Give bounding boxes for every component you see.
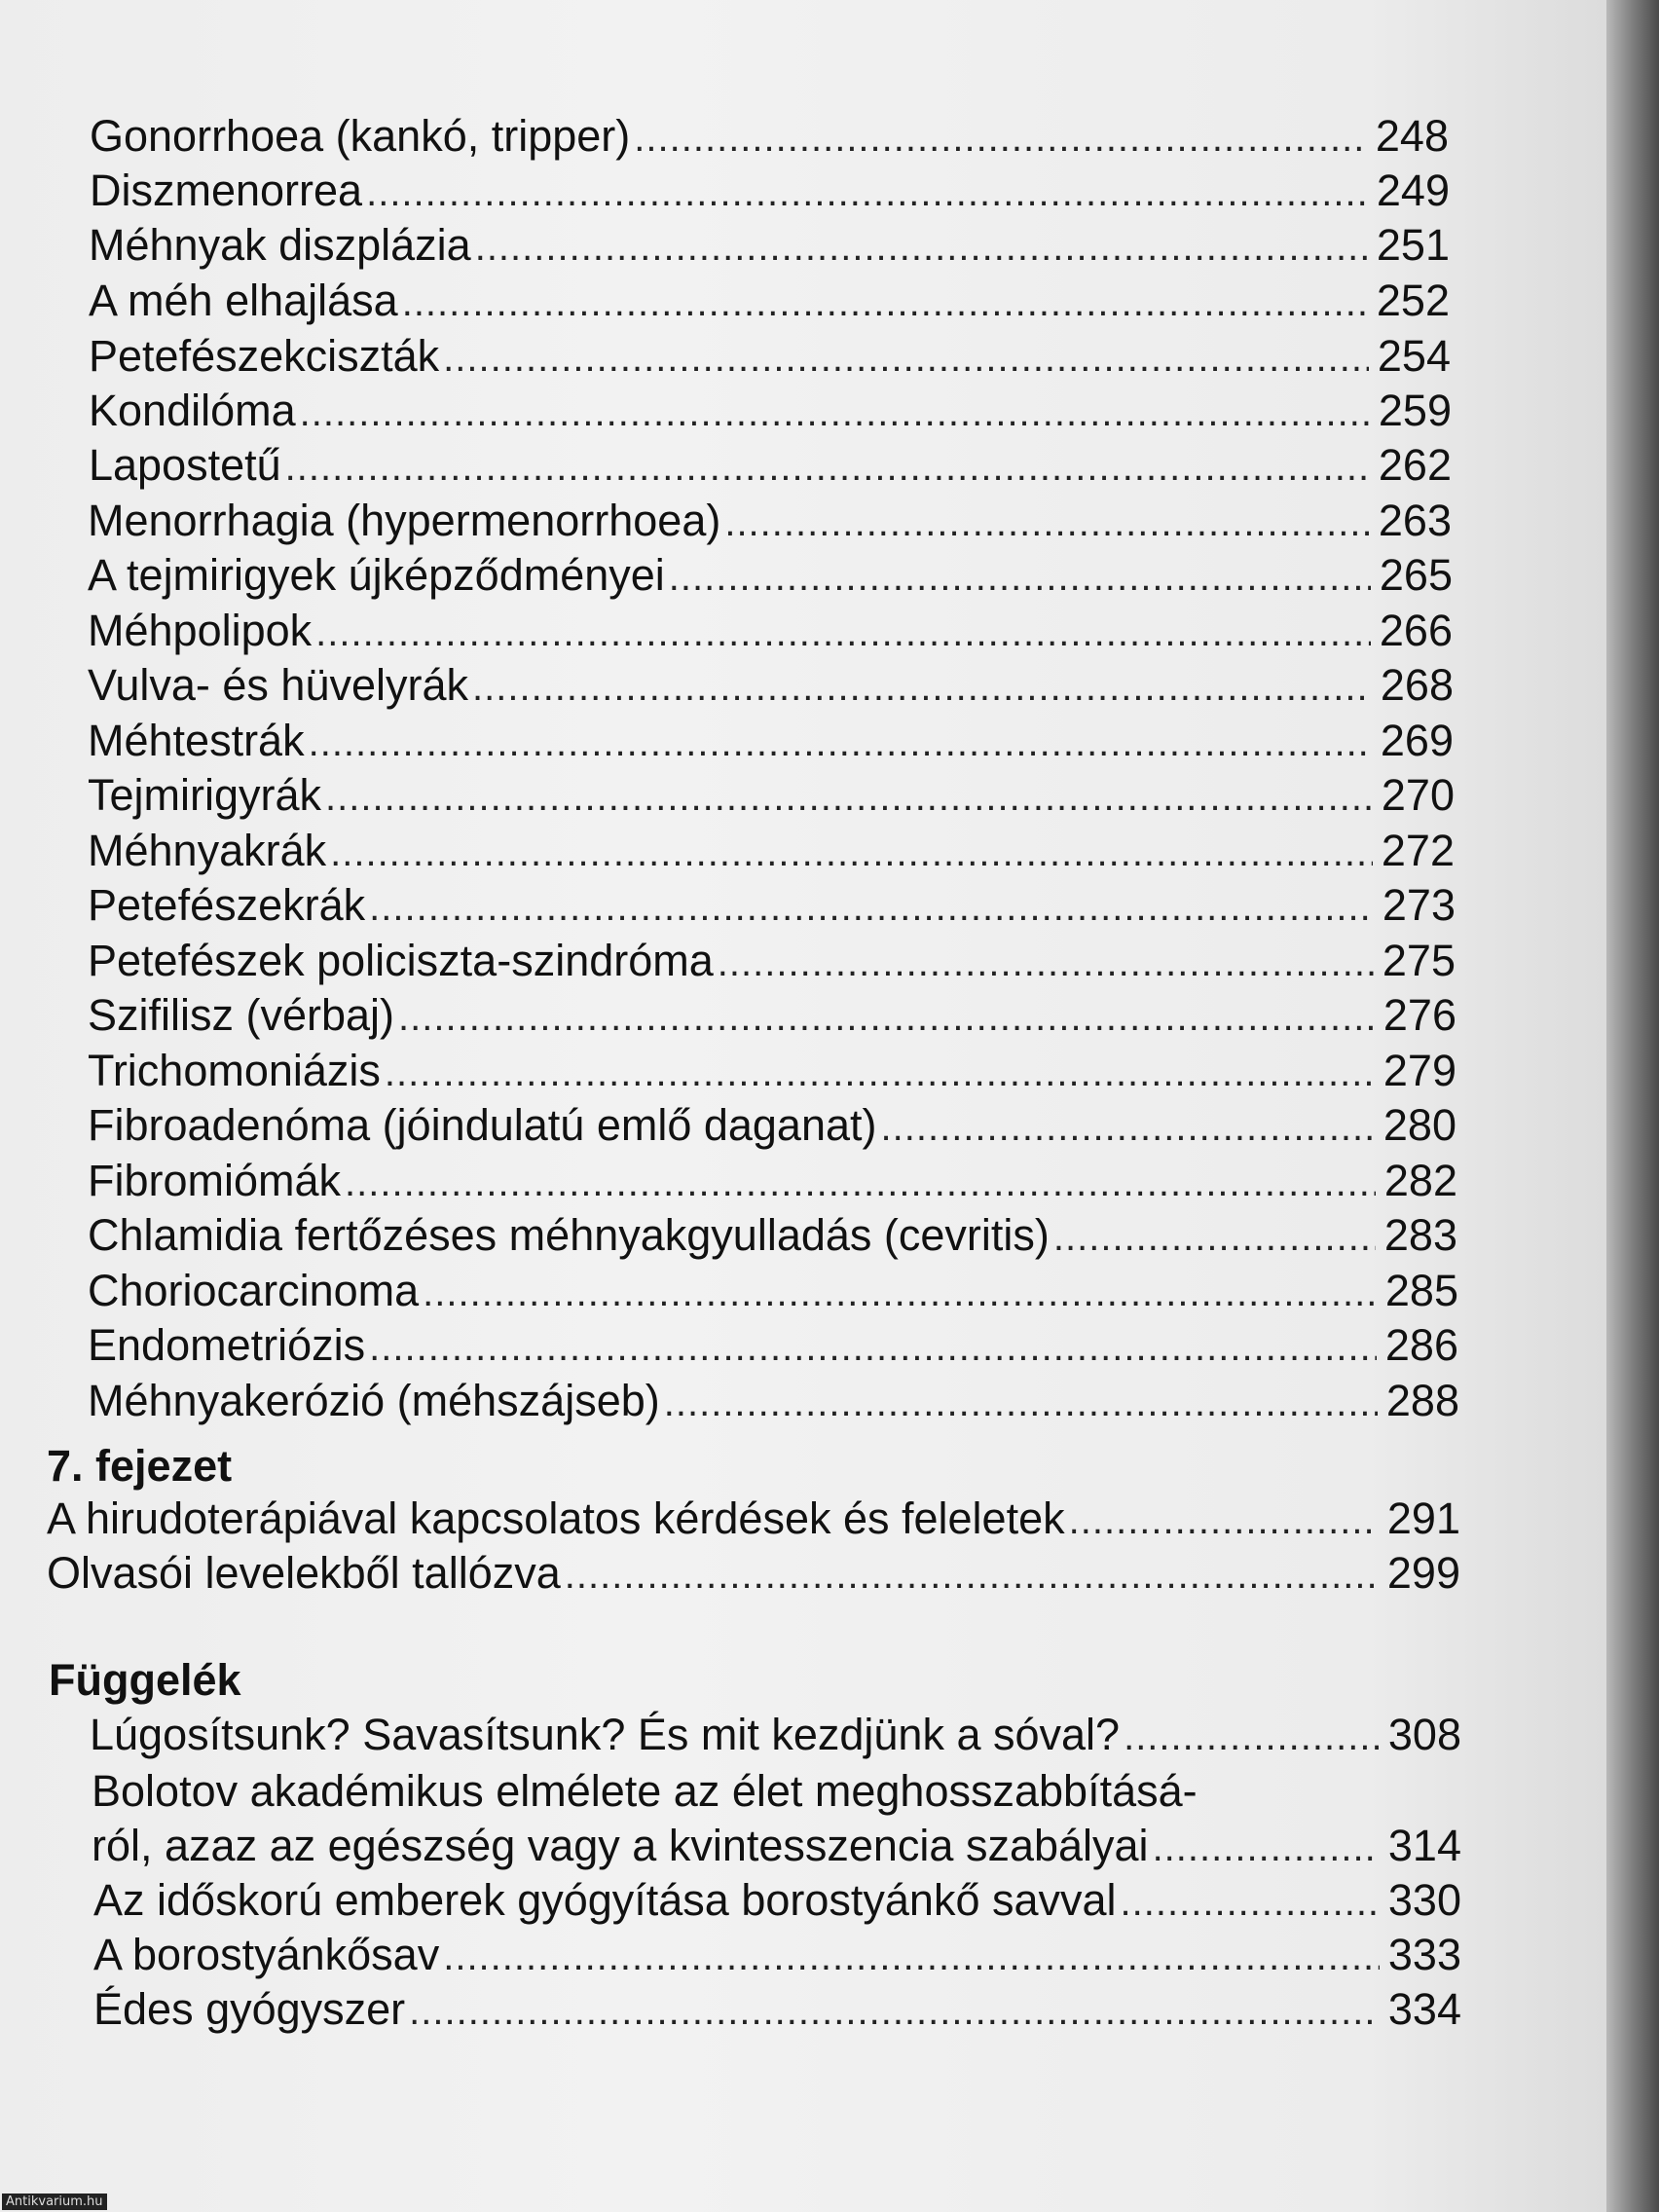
dot-leader — [634, 111, 1367, 166]
toc-entry-page: 314 — [1387, 1821, 1461, 1870]
toc-entry — [90, 1708, 1461, 1762]
dot-leader — [330, 826, 1373, 880]
toc-entry-page: 266 — [1379, 606, 1453, 655]
toc-entry-page: 288 — [1385, 1376, 1459, 1425]
dot-leader — [402, 276, 1368, 330]
toc-entry-title: Édes gyógyszer — [93, 1984, 406, 2034]
toc-entry-title: Trichomoniázis — [88, 1046, 381, 1095]
toc-entry — [88, 934, 1456, 988]
toc-entry — [88, 1264, 1458, 1318]
toc-entry-page: 334 — [1387, 1984, 1461, 2034]
toc-entry — [88, 658, 1454, 713]
toc-entry-page: 282 — [1383, 1156, 1457, 1205]
dot-leader — [565, 1548, 1379, 1603]
toc-entry-page: 269 — [1380, 716, 1454, 765]
toc-entry-page: 251 — [1376, 220, 1450, 270]
dot-leader — [718, 936, 1374, 990]
toc-entry-title: Méhnyak diszplázia — [89, 220, 471, 270]
toc-entry-page: 268 — [1380, 660, 1454, 710]
toc-entry — [90, 164, 1450, 218]
toc-entry-title: Méhpolipok — [88, 606, 313, 655]
dot-leader — [409, 1984, 1380, 2039]
toc-entry — [88, 824, 1455, 878]
toc-entry-page: 283 — [1383, 1210, 1457, 1260]
dot-leader — [385, 1046, 1375, 1100]
toc-entry-page: 285 — [1384, 1266, 1458, 1315]
toc-entry-title: Petefészek policiszta-szindróma — [88, 936, 714, 985]
toc-entry — [89, 384, 1452, 438]
toc-entry — [47, 1546, 1460, 1601]
dot-leader — [1121, 1875, 1380, 1930]
dot-leader — [443, 1930, 1380, 1984]
toc-entry-title: Az időskorú emberek gyógyítása borostyánkő savval — [93, 1875, 1117, 1925]
toc-entry — [88, 1374, 1459, 1428]
toc-entry-page: 299 — [1386, 1548, 1460, 1598]
toc-entry-page: 249 — [1376, 166, 1450, 215]
toc-entry-title: Endometriózis — [88, 1320, 366, 1370]
toc-entry — [88, 1154, 1457, 1208]
toc-entry — [88, 988, 1456, 1043]
toc-entry-page: 276 — [1382, 990, 1456, 1040]
toc-entry — [93, 1928, 1461, 1982]
dot-leader — [881, 1100, 1375, 1155]
toc-entry — [88, 878, 1456, 933]
toc-entry-title: A hirudoterápiával kapcsolatos kérdések és feleletek — [47, 1493, 1065, 1543]
toc-entry-title: Tejmirigyrák — [88, 770, 322, 820]
dot-leader — [285, 440, 1370, 495]
toc-entry-page: 254 — [1377, 331, 1451, 381]
dot-leader — [300, 386, 1370, 440]
dot-leader — [366, 166, 1368, 220]
toc-entry-page: 333 — [1387, 1930, 1461, 1979]
toc-entry — [89, 438, 1452, 493]
toc-entry-title: Méhnyakrák — [88, 826, 327, 875]
dot-leader — [443, 331, 1369, 386]
toc-entry-page: 308 — [1387, 1710, 1461, 1759]
appendix-heading: Függelék — [49, 1655, 241, 1705]
toc-entry-title: Fibromiómák — [88, 1156, 342, 1205]
dot-leader — [475, 220, 1368, 275]
toc-entry — [88, 548, 1453, 603]
page-edge-shadow — [1606, 0, 1659, 2212]
toc-entry — [93, 1873, 1461, 1928]
toc-entry-title: Méhnyakerózió (méhszájseb) — [88, 1376, 660, 1425]
toc-entry-page: 280 — [1382, 1100, 1456, 1150]
toc-entry-page: 330 — [1387, 1875, 1461, 1925]
toc-entry-page: 279 — [1382, 1046, 1456, 1095]
toc-entry-title: Petefészekrák — [88, 880, 366, 930]
toc-entry-page: 270 — [1381, 770, 1455, 820]
dot-leader — [669, 550, 1371, 605]
toc-entry — [88, 1098, 1456, 1153]
toc-entry-title: Fibroadenóma (jóindulatú emlő daganat) — [88, 1100, 877, 1150]
toc-entry-title: Olvasói levelekből tallózva — [47, 1548, 561, 1598]
toc-entry-title: A borostyánkősav — [93, 1930, 440, 1979]
toc-entry-title: Choriocarcinoma — [88, 1266, 420, 1315]
toc-entry-page: 259 — [1378, 386, 1452, 435]
toc-entry-title: ról, azaz az egészség vagy a kvintesszencia szabályai — [92, 1821, 1149, 1870]
toc-entry-title: Petefészekciszták — [89, 331, 440, 381]
toc-entry — [88, 1318, 1458, 1373]
watermark: Antikvarium.hu — [2, 2194, 107, 2210]
toc-entry-title: Vulva- és hüvelyrák — [88, 660, 469, 710]
toc-entry — [88, 714, 1454, 768]
dot-leader — [1124, 1710, 1380, 1764]
chapter-heading: 7. fejezet — [47, 1441, 233, 1491]
dot-leader — [472, 660, 1372, 715]
toc-entry-title: Szifilisz (vérbaj) — [88, 990, 395, 1040]
toc-entry-page: 263 — [1378, 496, 1452, 545]
toc-entry — [88, 768, 1455, 823]
toc-entry-title: Méhtestrák — [88, 716, 305, 765]
toc-entry-title: Gonorrhoea (kankó, tripper) — [90, 111, 631, 161]
toc-entry — [93, 1982, 1461, 2037]
toc-entry — [88, 604, 1453, 658]
toc-entry-page: 291 — [1386, 1493, 1460, 1543]
toc-entry-page: 272 — [1381, 826, 1455, 875]
toc-entry — [88, 494, 1452, 548]
toc-entry — [88, 1044, 1456, 1098]
dot-leader — [369, 1320, 1377, 1375]
toc-entry-title: Kondilóma — [89, 386, 296, 435]
dot-leader — [345, 1156, 1376, 1210]
toc-entry-title: Chlamidia fertőzéses méhnyakgyulladás (cevritis) — [88, 1210, 1050, 1260]
toc-entry-page: 265 — [1379, 550, 1453, 600]
dot-leader — [1153, 1821, 1380, 1875]
toc-entry — [90, 109, 1449, 164]
toc-entry — [92, 1819, 1461, 1873]
dot-leader — [369, 880, 1374, 935]
toc-entry-page: 262 — [1378, 440, 1452, 490]
dot-leader — [664, 1376, 1378, 1430]
dot-leader — [423, 1266, 1377, 1320]
toc-entry — [89, 218, 1450, 273]
toc-entry — [88, 1208, 1457, 1263]
toc-entry-title: Lapostetű — [89, 440, 281, 490]
dot-leader — [1069, 1493, 1379, 1548]
dot-leader — [309, 716, 1372, 770]
toc-entry — [89, 274, 1450, 328]
dot-leader — [1053, 1210, 1376, 1265]
toc-entry-title: Lúgosítsunk? Savasítsunk? És mit kezdjünk a sóval? — [90, 1710, 1121, 1759]
toc-entry-page: 286 — [1384, 1320, 1458, 1370]
dot-leader — [398, 990, 1375, 1045]
toc-entry-page: 275 — [1382, 936, 1456, 985]
dot-leader — [315, 606, 1371, 660]
dot-leader — [325, 770, 1373, 825]
toc-entry-title: Menorrhagia (hypermenorrhoea) — [88, 496, 721, 545]
toc-entry — [89, 329, 1451, 384]
toc-entry — [47, 1492, 1460, 1546]
toc-entry-page: 248 — [1375, 111, 1449, 161]
toc-entry-title-line: Bolotov akadémikus elmélete az élet meghosszabbításá- — [92, 1766, 1198, 1816]
toc-entry-title: A méh elhajlása — [89, 276, 398, 325]
toc-entry-page: 273 — [1382, 880, 1456, 930]
toc-entry-title: A tejmirigyek újképződményei — [88, 550, 665, 600]
toc-entry-page: 252 — [1376, 276, 1450, 325]
dot-leader — [724, 496, 1370, 550]
toc-entry-title: Diszmenorrea — [90, 166, 363, 215]
